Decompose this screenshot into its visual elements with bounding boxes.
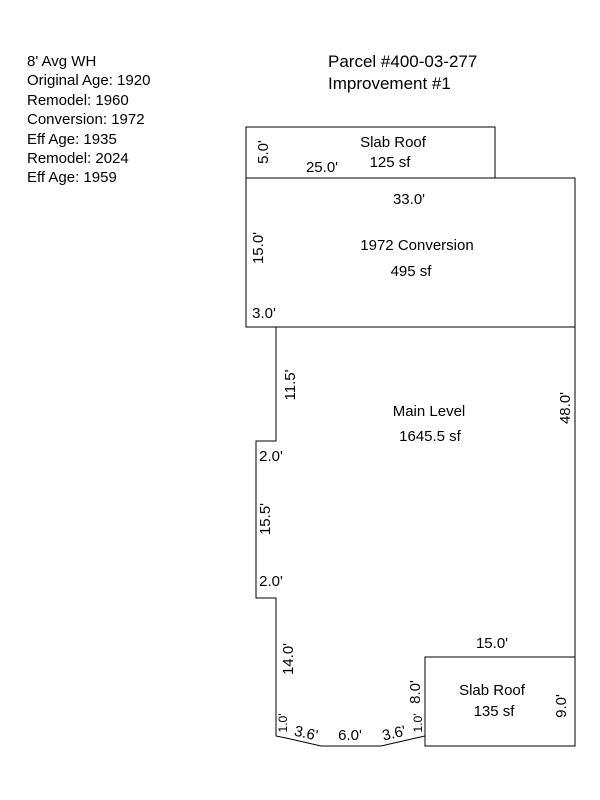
main-jog-bottom-label: 2.0' — [259, 573, 283, 590]
slab-top-height-label: 5.0' — [255, 140, 272, 164]
slab-roof-top-name: Slab Roof — [360, 134, 426, 151]
wall-height-note: 8' Avg WH — [27, 53, 97, 70]
parcel-number: Parcel #400-03-277 — [328, 52, 478, 71]
slab-bottom-right-label: 9.0' — [553, 694, 570, 718]
slab-bottom-left-label: 8.0' — [407, 680, 424, 704]
bottom-diagonal-left-label: 3.6' — [292, 722, 320, 745]
improvement-number: Improvement #1 — [328, 74, 451, 93]
slab-bottom-width-label: 15.0' — [475, 635, 509, 652]
bottom-right-short-label: 1.0' — [411, 713, 425, 733]
remodel-1960-note: Remodel: 1960 — [27, 91, 129, 109]
main-right-label: 48.0' — [557, 391, 574, 425]
bottom-diagonal-right-label: 3.6' — [380, 722, 408, 745]
remodel-2024-note: Remodel: 2024 — [27, 150, 129, 168]
bottom-left-short-label: 1.0' — [276, 713, 290, 733]
conversion-offset-label: 3.0' — [252, 305, 276, 322]
conversion-note: Conversion: 1972 — [27, 111, 145, 129]
conversion-area: 495 sf — [390, 263, 432, 280]
main-level-area: 1645.5 sf — [399, 428, 461, 445]
conversion-height-label: 15.0' — [250, 231, 267, 265]
main-lower-left-label: 14.0' — [280, 642, 297, 676]
slab-top-width-label: 25.0' — [305, 159, 339, 176]
conversion-width-label: 33.0' — [392, 191, 426, 208]
slab-roof-bottom-name: Slab Roof — [459, 682, 525, 699]
original-age-note: Original Age: 1920 — [27, 72, 151, 90]
slab-roof-top-area: 125 sf — [369, 154, 411, 171]
main-level-name: Main Level — [392, 403, 466, 420]
conversion-name: 1972 Conversion — [360, 237, 474, 254]
eff-age-1959-note: Eff Age: 1959 — [27, 169, 117, 187]
main-jog-top-label: 2.0' — [259, 448, 283, 465]
main-mid-left-label: 15.5' — [257, 502, 274, 536]
bottom-middle-label: 6.0' — [338, 727, 362, 744]
eff-age-1935-note: Eff Age: 1935 — [27, 130, 117, 148]
main-upper-left-label: 11.5' — [282, 369, 299, 401]
slab-roof-bottom-area: 135 sf — [473, 703, 515, 720]
